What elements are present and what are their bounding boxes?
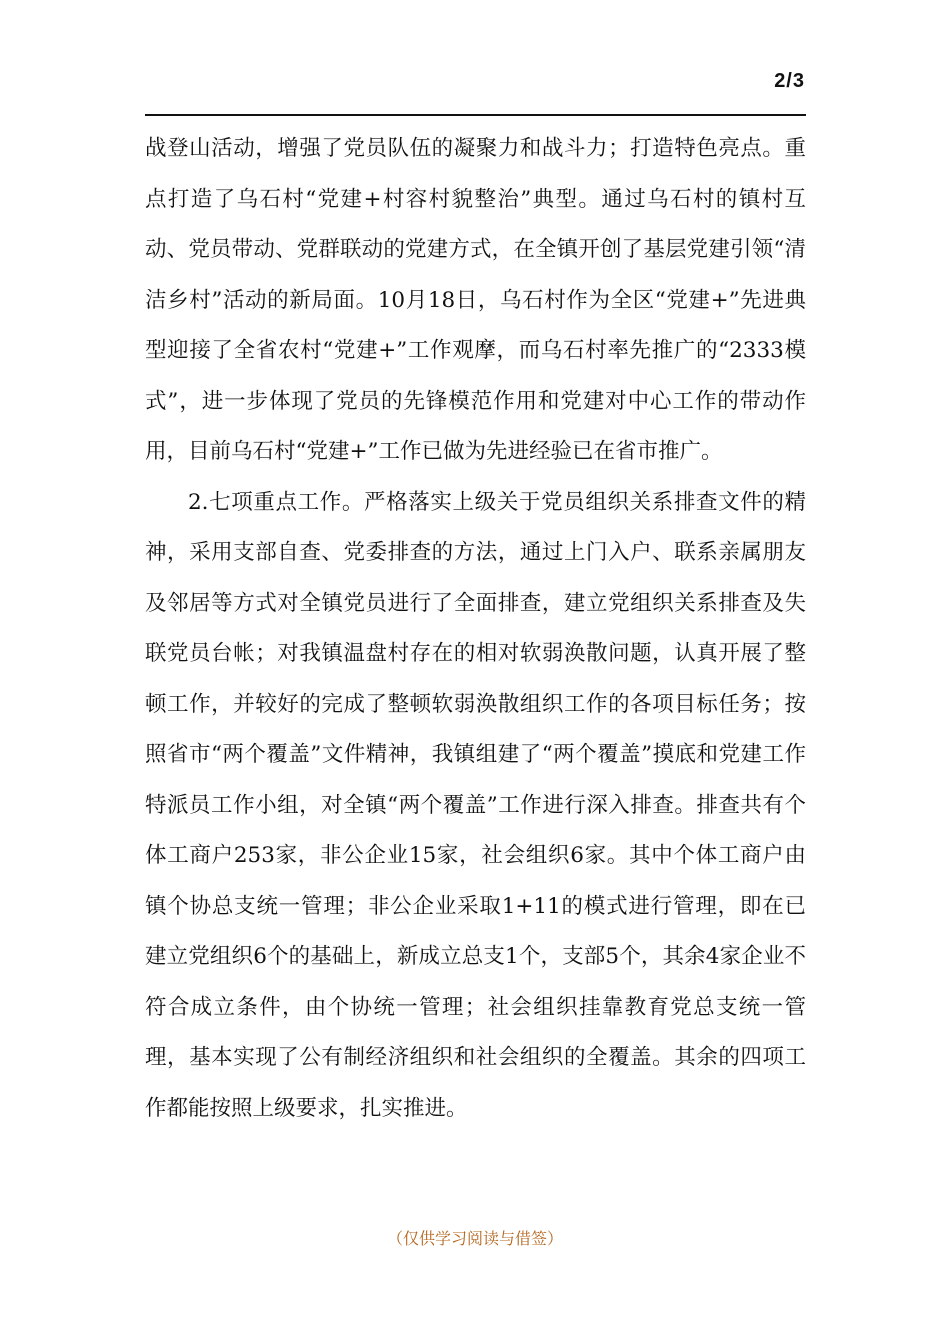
header-rule <box>145 114 806 116</box>
paragraph-key-tasks: 2.七项重点工作。严格落实上级关于党员组织关系排查文件的精神，采用支部自查、党委排查的方法，通过上门入户、联系亲属朋友及邻居等方式对全镇党员进行了全面排查，建立党组织关系排查及失联党员台帐；对我镇温盘村存在的相对软弱涣散问题，认真开展了整顿工作，并较好的完成了整顿软弱涣散组织工作的各项目标任务；按照省市“两个覆盖”文件精神，我镇组建了“两个覆盖”摸底和党建工作特派员工作小组，对全镇“两个覆盖”工作进行深入排查。排查共有个体工商户253家，非公企业15家，社会组织6家。其中个体工商户由镇个协总支统一管理；非公企业采取1+11的模式进行管理，即在已建立党组织6个的基础上，新成立总支1个，支部5个，其余4家企业不符合成立条件，由个协统一管理；社会组织挂靠教育党总支统一管理，基本实现了公有制经济组织和社会组织的全覆盖。其余的四项工作都能按照上级要求，扎实推进。 <box>145 489 806 1121</box>
paragraph-continuation: 战登山活动，增强了党员队伍的凝聚力和战斗力；打造特色亮点。重点打造了乌石村“党建+村容村貌整治”典型。通过乌石村的镇村互动、党员带动、党群联动的党建方式，在全镇开创了基层党建引领“清洁乡村”活动的新局面。10月18日，乌石村作为全区“党建+”先进典型迎接了全省农村“党建+”工作观摩，而乌石村率先推广的“2333模式”，进一步体现了党员的先锋模范作用和党建对中心工作的带动作用，目前乌石村“党建+”工作已做为先进经验已在省市推广。 <box>145 136 806 464</box>
page-number: 2/3 <box>774 70 805 92</box>
footer-note: （仅供学习阅读与借签） <box>386 1229 563 1248</box>
document-body <box>145 124 806 1134</box>
